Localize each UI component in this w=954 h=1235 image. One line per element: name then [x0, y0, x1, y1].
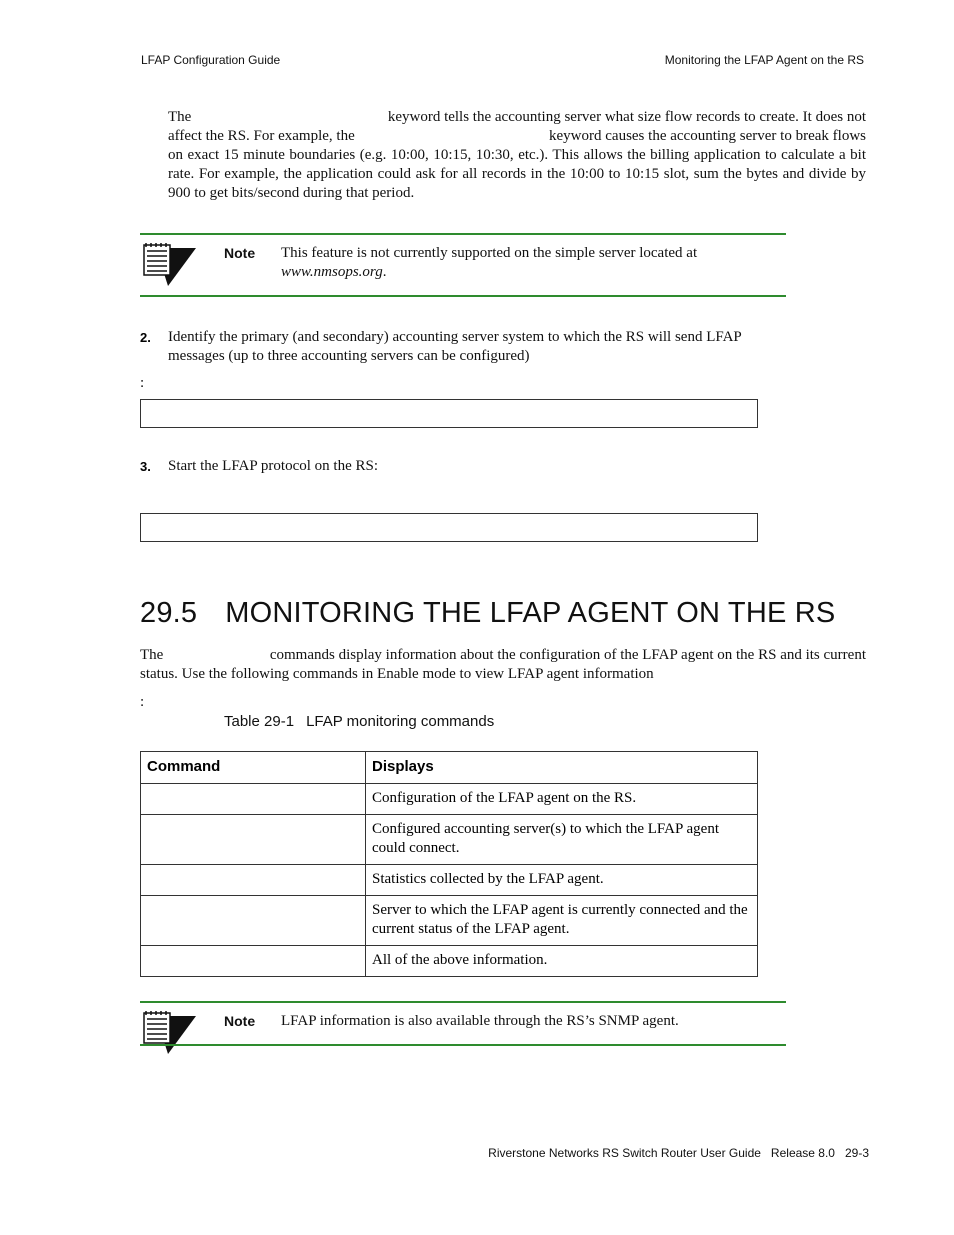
notepad-arrow-icon: [142, 242, 198, 288]
command-cell: [141, 865, 366, 896]
intro-line2-a: affect the RS. For example, the: [168, 128, 355, 144]
table-row: [141, 815, 758, 865]
running-header-right: Monitoring the LFAP Agent on the RS: [664, 53, 864, 67]
step2-colon: :: [140, 375, 145, 391]
displays-cell: Statistics collected by the LFAP agent.: [366, 865, 758, 896]
note1-text: [281, 244, 761, 282]
displays-cell: Configuration of the LFAP agent on the RS.: [366, 784, 758, 815]
table-header-row: [141, 752, 758, 784]
step2-text: [168, 328, 788, 366]
note1-link[interactable]: www.nmsops.org: [281, 264, 383, 280]
intro-line5: 900 to get bits/second during that period.: [168, 185, 415, 201]
step3-text: Start the LFAP protocol on the RS:: [168, 458, 378, 474]
step3-number: 3.: [140, 459, 151, 474]
note2-label: Note: [224, 1013, 256, 1029]
command-cell: [141, 815, 366, 865]
note1-period: .: [382, 264, 387, 280]
running-header-left: LFAP Configuration Guide: [141, 53, 281, 67]
page-footer: Riverstone Networks RS Switch Router User Guide Release 8.0 29-3: [488, 1146, 869, 1160]
intro-line2-b: keyword causes the accounting server to break flows: [549, 128, 866, 144]
step2-line2: messages (up to three accounting servers can be configured): [168, 348, 530, 364]
section-heading: [140, 597, 835, 630]
section-title: MONITORING THE LFAP AGENT ON THE RS: [225, 597, 836, 629]
table-caption-number: Table 29-1: [224, 713, 295, 730]
command-cell: [141, 946, 366, 977]
section-para-line2: status. Use the following commands in Enable mode to view LFAP agent information: [140, 666, 654, 682]
lfap-monitoring-table: [140, 751, 758, 977]
intro-line1-a: The: [168, 109, 192, 125]
table-caption: [224, 713, 494, 730]
displays-cell: Configured accounting server(s) to which the LFAP agent could connect.: [366, 815, 758, 865]
intro-paragraph: [168, 108, 866, 203]
step2-code-box: [140, 399, 758, 428]
section-paragraph: [140, 646, 866, 684]
section-para-b: commands display information about the configuration of the LFAP agent on the RS and its current: [269, 647, 866, 663]
column-header-displays: Displays: [366, 752, 758, 784]
note1-bottom-rule: [140, 295, 786, 297]
note1-top-rule: [140, 233, 786, 235]
intro-line1-b: keyword tells the accounting server what size flow records to create. It does not: [387, 109, 866, 125]
step3-code-box: [140, 513, 758, 542]
command-cell: [141, 784, 366, 815]
table-row: [141, 784, 758, 815]
intro-line4: rate. For example, the application could ask for all records in the 10:00 to 10:15 slot, sum the bytes and divide by: [168, 166, 866, 182]
note1-line1: This feature is not currently supported on the simple server located at: [281, 245, 698, 261]
table-row: [141, 896, 758, 946]
table-caption-text: LFAP monitoring commands: [306, 713, 495, 730]
step2-line1: Identify the primary (and secondary) accounting server system to which the RS will send LFAP: [168, 329, 742, 345]
section-number: 29.5: [140, 597, 198, 629]
note1-label: Note: [224, 245, 256, 261]
section-colon: :: [140, 694, 145, 710]
table-row: [141, 865, 758, 896]
command-cell: [141, 896, 366, 946]
section-para-a: The: [140, 647, 164, 663]
displays-cell: All of the above information.: [366, 946, 758, 977]
step2-number: 2.: [140, 330, 151, 345]
displays-cell: Server to which the LFAP agent is currently connected and the current status of the LFAP agent.: [366, 896, 758, 946]
column-header-command: Command: [141, 752, 366, 784]
note2-text: LFAP information is also available through the RS’s SNMP agent.: [281, 1013, 679, 1029]
note2-bottom-rule: [140, 1044, 786, 1046]
note2-top-rule: [140, 1001, 786, 1003]
intro-line3: on exact 15 minute boundaries (e.g. 10:00, 10:15, 10:30, etc.). This allows the billing application to calculate a bit: [168, 147, 866, 163]
table-row: [141, 946, 758, 977]
notepad-arrow-icon: [142, 1010, 198, 1056]
